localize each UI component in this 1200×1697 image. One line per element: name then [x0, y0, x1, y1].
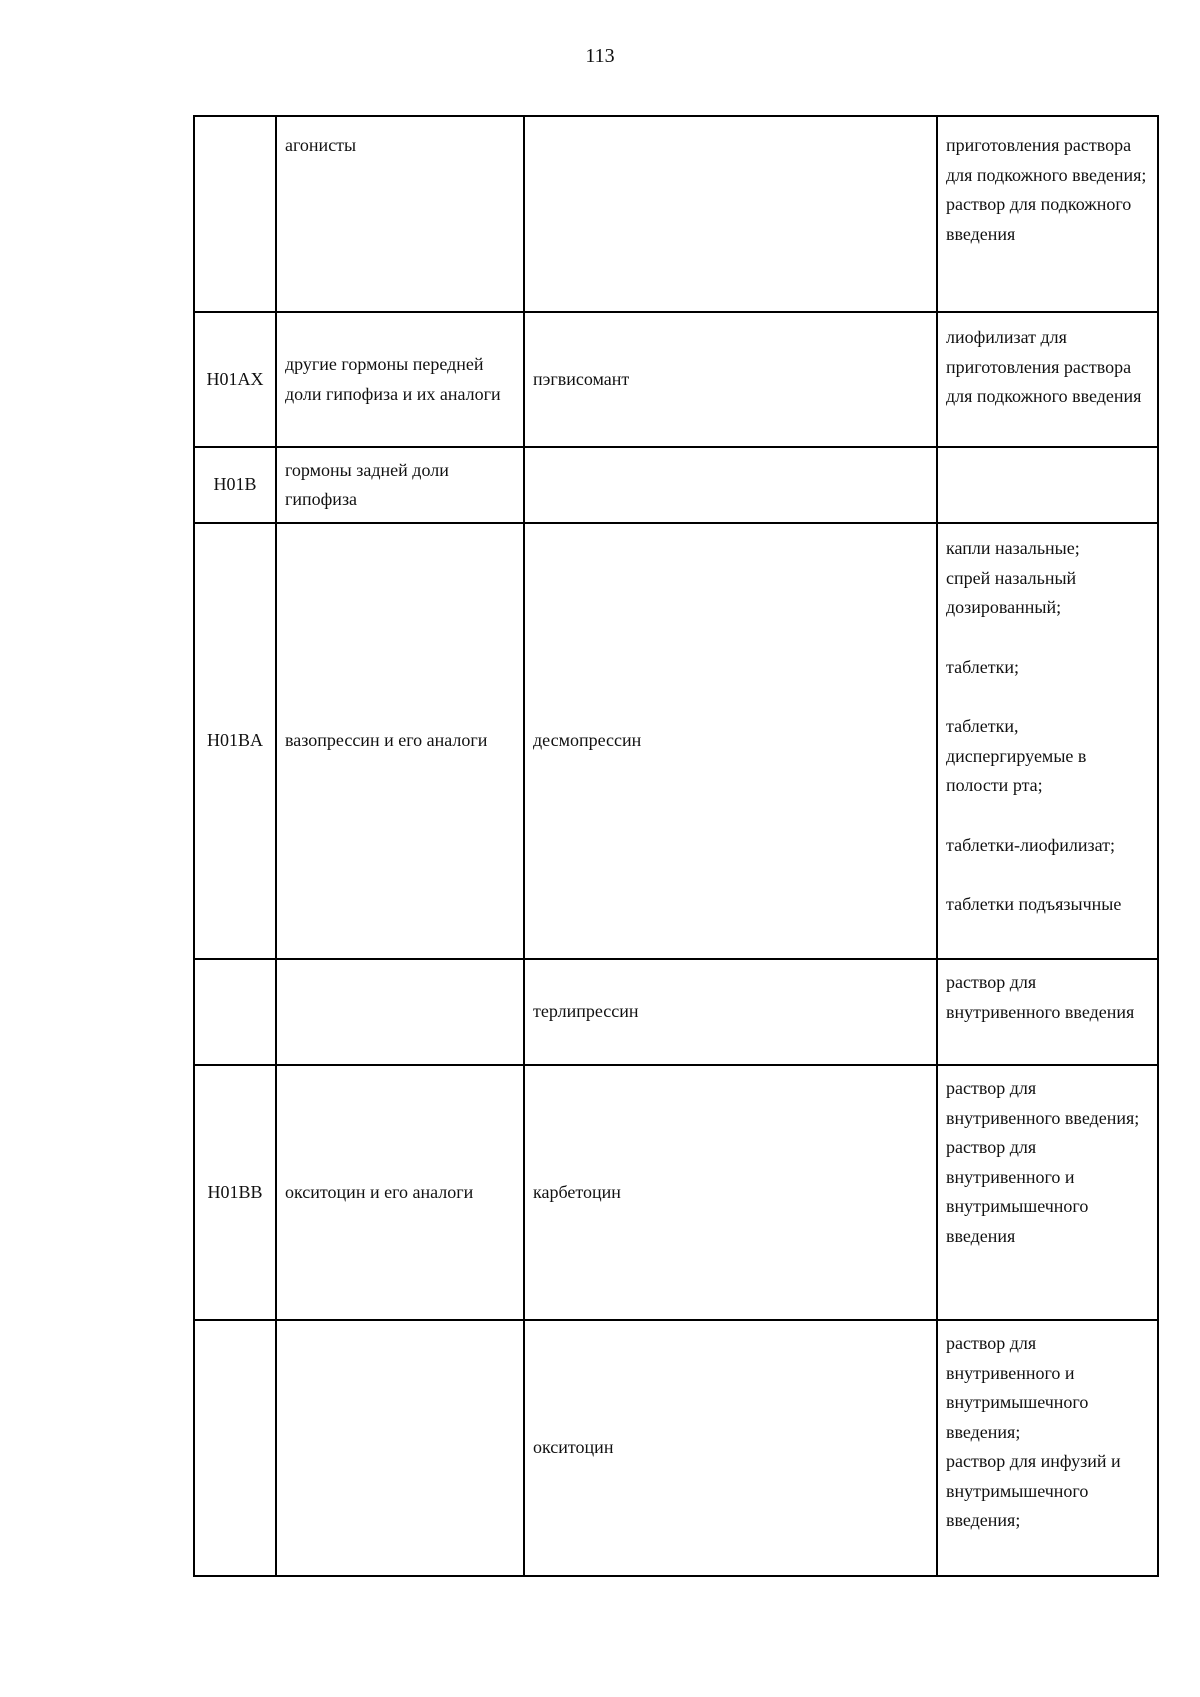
dosage-form: раствор для внутривенного введения	[946, 972, 1135, 1022]
group-name	[276, 959, 524, 1065]
drug-name: терлипрессин	[524, 959, 937, 1065]
atc-code: H01BA	[194, 523, 276, 959]
drug-name: десмопрессин	[524, 523, 937, 959]
dosage-forms	[937, 116, 1158, 312]
group-name: гормоны задней доли гипофиза	[276, 447, 524, 523]
dosage-forms	[937, 447, 1158, 523]
dosage-form: таблетки;	[946, 656, 1020, 677]
page-number: 113	[585, 45, 615, 67]
spacer	[946, 682, 1149, 712]
atc-code	[194, 959, 276, 1065]
table-row	[194, 1065, 1158, 1320]
atc-code: H01B	[194, 447, 276, 523]
table-row	[194, 312, 1158, 447]
atc-code: H01AX	[194, 312, 276, 447]
spacer	[946, 801, 1149, 831]
drug-name: пэгвисомант	[524, 312, 937, 447]
table-row	[194, 1320, 1158, 1576]
dosage-forms	[937, 1065, 1158, 1320]
dosage-form: приготовления раствора для подкожного введения;	[946, 135, 1147, 185]
atc-code: H01BB	[194, 1065, 276, 1320]
table-row	[194, 447, 1158, 523]
spacer	[946, 623, 1149, 653]
drug-name: окситоцин	[524, 1320, 937, 1576]
atc-code	[194, 116, 276, 312]
drug-name: карбетоцин	[524, 1065, 937, 1320]
group-name: другие гормоны передней доли гипофиза и их аналоги	[276, 312, 524, 447]
dosage-forms	[937, 523, 1158, 959]
dosage-form: таблетки-лиофилизат;	[946, 834, 1116, 855]
dosage-form: раствор для подкожного введения	[946, 194, 1132, 244]
group-name	[276, 1320, 524, 1576]
dosage-form: раствор для внутривенного введения;	[946, 1078, 1140, 1128]
dosage-form: спрей назальный дозированный;	[946, 567, 1077, 617]
atc-code	[194, 1320, 276, 1576]
drug-name	[524, 116, 937, 312]
dosage-form: раствор для инфузий и внутримышечного введения;	[946, 1451, 1121, 1530]
medications-table	[193, 115, 1159, 1577]
table-row	[194, 959, 1158, 1065]
dosage-form: раствор для внутривенного и внутримышечного введения;	[946, 1333, 1089, 1442]
dosage-forms	[937, 959, 1158, 1065]
table-row	[194, 116, 1158, 312]
drug-name	[524, 447, 937, 523]
dosage-forms	[937, 312, 1158, 447]
dosage-form: капли назальные;	[946, 538, 1080, 558]
group-name: окситоцин и его аналоги	[276, 1065, 524, 1320]
dosage-form: таблетки, диспергируемые в полости рта;	[946, 716, 1087, 795]
group-name: вазопрессин и его аналоги	[276, 523, 524, 959]
group-name: агонисты	[276, 116, 524, 312]
dosage-forms	[937, 1320, 1158, 1576]
table-row	[194, 523, 1158, 959]
dosage-form: лиофилизат для приготовления раствора для подкожного введения	[946, 327, 1142, 406]
dosage-form: таблетки подъязычные	[946, 894, 1122, 914]
dosage-form: раствор для внутривенного и внутримышечного введения	[946, 1137, 1089, 1246]
spacer	[946, 860, 1149, 890]
